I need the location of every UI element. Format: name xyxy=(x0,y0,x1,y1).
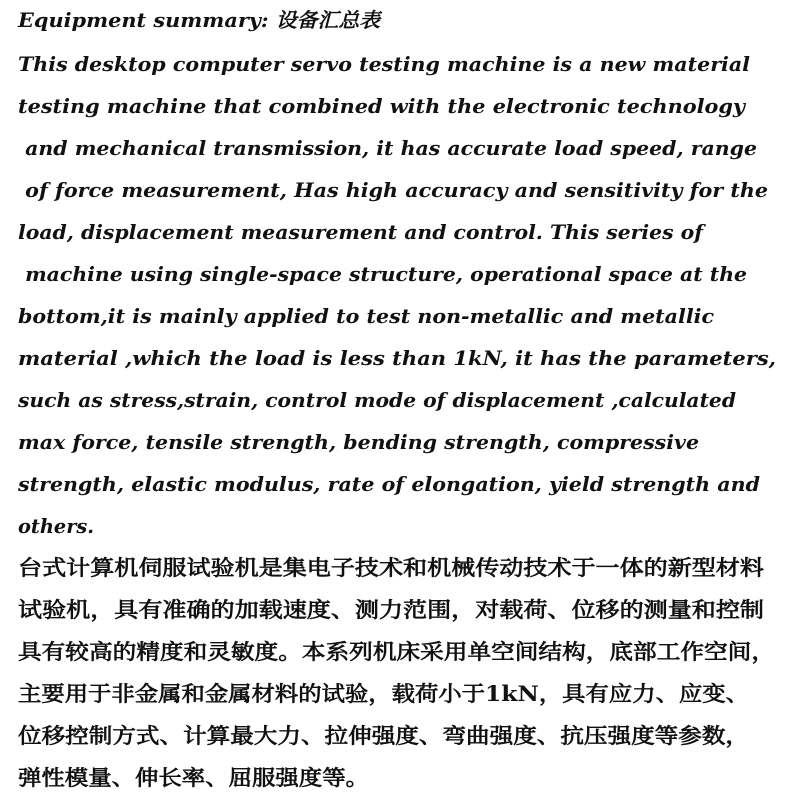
english-paragraph-line: This desktop computer servo testing machine is a new material xyxy=(18,52,750,76)
chinese-paragraph-line: 具有较高的精度和灵敏度。本系列机床采用单空间结构，底部工作空间， xyxy=(18,639,775,664)
chinese-paragraph-line: 位移控制方式、计算最大力、拉伸强度、弯曲强度、抗压强度等参数， xyxy=(18,723,749,748)
document-title: Equipment summary: 设备汇总表 xyxy=(18,8,380,32)
english-paragraph-line: strength, elastic modulus, rate of elongation, yield strength and xyxy=(18,472,760,496)
english-paragraph-line: load, displacement measurement and control. This series of xyxy=(18,220,703,244)
english-paragraph-line: bottom,it is mainly applied to test non-metallic and metallic xyxy=(18,304,714,328)
chinese-paragraph-line: 试验机，具有准确的加载速度、测力范围，对载荷、位移的测量和控制 xyxy=(18,597,764,622)
chinese-paragraph-line: 弹性模量、伸长率、屈服强度等。 xyxy=(18,765,369,790)
english-paragraph-line: max force, tensile strength, bending strength, compressive xyxy=(18,430,699,454)
chinese-paragraph-line: 台式计算机伺服试验机是集电子技术和机械传动技术于一体的新型材料 xyxy=(18,555,764,580)
english-paragraph-line: of force measurement, Has high accuracy and sensitivity for the xyxy=(18,178,768,202)
english-paragraph-line: and mechanical transmission, it has accurate load speed, range xyxy=(18,136,757,160)
english-paragraph-line: material ,which the load is less than 1kN, it has the parameters, xyxy=(18,346,776,370)
chinese-paragraph-line: 主要用于非金属和金属材料的试验，载荷小于1kN，具有应力、应变、 xyxy=(18,681,749,706)
english-paragraph-line: machine using single-space structure, operational space at the xyxy=(18,262,747,286)
english-paragraph-line: others. xyxy=(18,514,94,538)
english-paragraph-line: testing machine that combined with the electronic technology xyxy=(18,94,745,118)
english-paragraph-line: such as stress,strain, control mode of displacement ,calculated xyxy=(18,388,736,412)
